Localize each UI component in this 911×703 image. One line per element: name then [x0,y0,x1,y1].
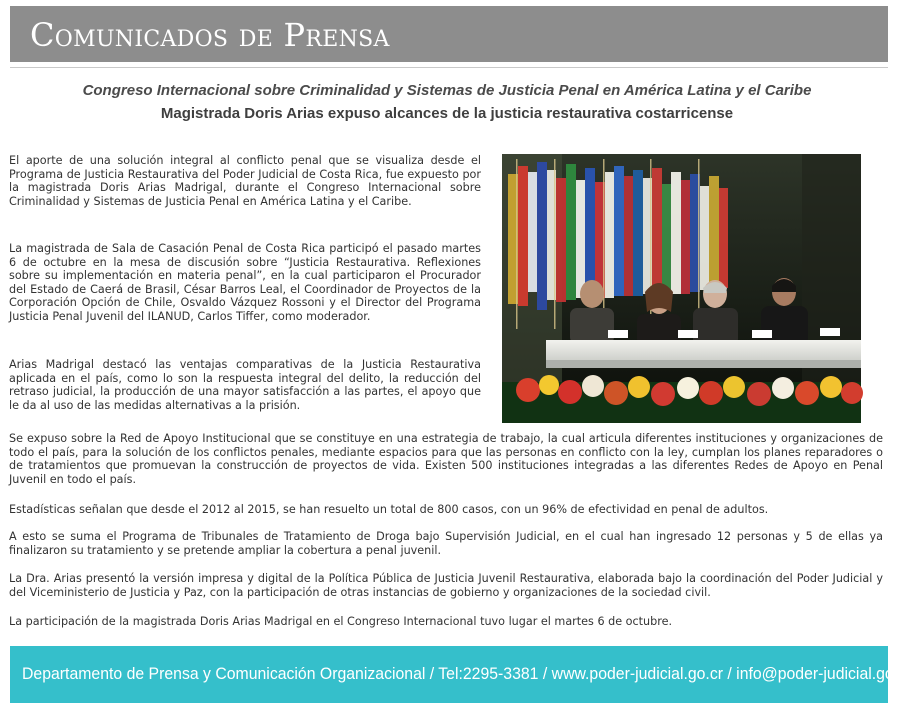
conference-photo [502,154,861,423]
article-paragraph: Se expuso sobre la Red de Apoyo Institucional que se constituye en una estrategia de trabajo, la cual articula diferentes instituciones y organizaciones de todo el país, para la solución de los conflictos penales, mediante espacios para que las personas en conflicto con la ley, cumplan los planes reparadores o de tratamientos que promuevan la construcción de proyectos de vida. Existen 500 instituciones integradas a las diferentes Redes de Apoyo en Penal Juvenil en todo el país. [9,432,883,486]
article-subtitle: Magistrada Doris Arias expuso alcances de la justicia restaurativa costarricense [160,105,734,122]
article-paragraph: Estadísticas señalan que desde el 2012 al 2015, se han resuelto un total de 800 casos, con un 96% de efectividad en penal de adultos. [9,503,769,516]
article-paragraph: Arias Madrigal destacó las ventajas comparativas de la Justicia Restaurativa aplicada en el país, como lo son la respuesta integral del delito, la reducción del retraso judicial, la producción de una mayor satisfacción a las partes, el apoyo que le da al uso de las medidas alternativas a la prisión. [9,358,481,412]
article-paragraph: El aporte de una solución integral al conflicto penal que se visualiza desde el Programa de Justicia Restaurativa del Poder Judicial de Costa Rica, fue expuesto por la magistrada Doris Arias Madrigal, durante el Congreso Internacional sobre Criminalidad y Sistemas de Justicia Penal en América Latina y el Caribe. [9,154,481,208]
header-title: Comunicados de Prensa [30,16,390,54]
article-paragraph: La magistrada de Sala de Casación Penal de Costa Rica participó el pasado martes 6 de octubre en la mesa de discusión sobre “Justicia Restaurativa. Reflexiones sobre su implementación en materia penal”, en la cual participaron el Procurador del Estado de Caerá de Brasil, César Barros Leal, el Coordinador de Proyectos de la Corporación Opción de Chile, Osvaldo Vázquez Rossoni y el Director del Programa Justicia Penal Juvenil del ILANUD, Carlos Tiffer, como moderador. [9,242,481,323]
flag-row [508,162,728,310]
conference-photo-illustration [502,154,861,423]
press-header-banner [10,6,888,62]
article-paragraph: La Dra. Arias presentó la versión impresa y digital de la Política Pública de Justicia Juvenil Restaurativa, elaborada bajo la coordinación del Poder Judicial y del Viceministerio de Justicia y Paz, con la participación de otras instancias de gobierno y organizaciones de la sociedad civil. [9,572,883,599]
event-title: Congreso Internacional sobre Criminalidad y Sistemas de Justicia Penal en América Latina y el Caribe [82,82,812,99]
article-paragraph: La participación de la magistrada Doris Arias Madrigal en el Congreso Internacional tuvo lugar el martes 6 de octubre. [9,615,673,628]
footer-contact-text: Departamento de Prensa y Comunicación Organizacional / Tel:2295-3381 / www.poder-judicial.go.cr / info@poder-judicial.go.cr [22,664,911,683]
article-headline [10,82,884,123]
contact-footer-banner [10,646,911,703]
article-paragraph: A esto se suma el Programa de Tribunales de Tratamiento de Droga bajo Supervisión Judicial, en el cual han ingresado 12 personas y 5 de ellas ya finalizaron su tratamiento y se pretende ampliar la cobertura a penal juvenil. [9,530,883,557]
flower-decoration [502,375,863,423]
header-divider [10,67,888,68]
